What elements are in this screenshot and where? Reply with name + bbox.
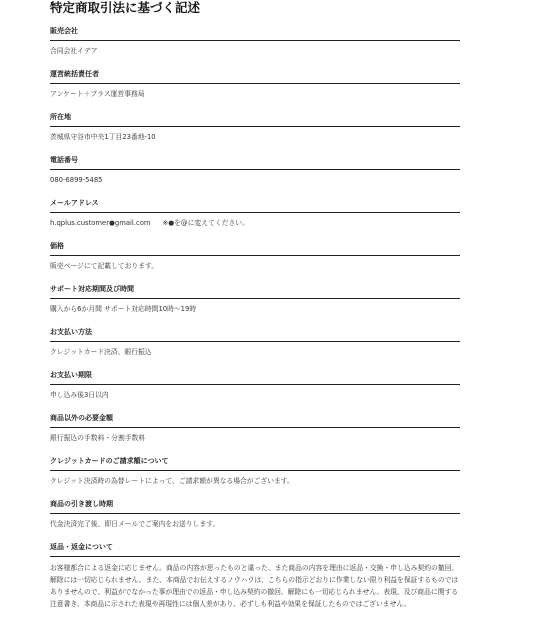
section-value: 申し込み後3日以内 bbox=[50, 391, 109, 399]
section-label: 商品以外の必要金額 bbox=[50, 414, 113, 422]
page-title: 特定商取引法に基づく記述 bbox=[50, 0, 201, 15]
section-value: 購入から6か月間 サポート対応時間10時〜19時 bbox=[50, 305, 197, 313]
section-email bbox=[50, 187, 460, 230]
section-value: アンケート＋プラス運営事務局 bbox=[50, 90, 145, 98]
section-label: 価格 bbox=[50, 242, 64, 250]
section-label: お支払い期限 bbox=[50, 371, 92, 379]
section-phone bbox=[50, 144, 460, 187]
section-value: クレジット決済時の為替レートによって、ご請求額が異なる場合がございます。 bbox=[50, 477, 294, 485]
section-label: 返品・返金について bbox=[50, 543, 113, 551]
section-payment-method bbox=[50, 316, 460, 359]
section-returns bbox=[50, 531, 460, 612]
section-label: クレジットカードのご請求額について bbox=[50, 457, 169, 465]
section-label: 電話番号 bbox=[50, 156, 78, 164]
section-value: お客様都合による返金に応じません。商品の内容が思ったものと違った、また商品の内容を理由に返品・交換・申し込み契約の撤回、解除には一切応じられません。また、本商品でお伝えするノウハウは、こちらの指示どおりに作業しない限り利益を保証するものではありませんので、利益がでなかった事が理由での返品・申し込み契約の撤回、解除にも一切応じられません。表現、及び商品に関する注意書き、本商品に示された表現や再現性には個人差があり、必ずしも利益や効果を保証したものではございません。 bbox=[50, 564, 459, 608]
section-value: 茨城県守谷市中央1丁目23番地-10 bbox=[50, 133, 156, 141]
section-seller bbox=[50, 15, 460, 58]
section-label: 運営統括責任者 bbox=[50, 70, 99, 78]
section-payment-deadline bbox=[50, 359, 460, 402]
email-note: ※●を@に変えてください。 bbox=[162, 219, 249, 227]
section-delivery bbox=[50, 488, 460, 531]
section-extra-fees bbox=[50, 402, 460, 445]
section-support bbox=[50, 273, 460, 316]
legal-notice-page bbox=[50, 0, 460, 612]
section-value: 販売ページにて記載しております。 bbox=[50, 262, 159, 270]
section-label: 商品の引き渡し時期 bbox=[50, 500, 113, 508]
section-label: お支払い方法 bbox=[50, 328, 92, 336]
section-label: 所在地 bbox=[50, 113, 71, 121]
section-label: サポート対応期間及び時間 bbox=[50, 285, 134, 293]
section-value bbox=[50, 213, 460, 230]
section-credit-card bbox=[50, 445, 460, 488]
section-value: 合同会社イデア bbox=[50, 47, 98, 55]
section-manager bbox=[50, 58, 460, 101]
section-value: 080-6899-5485 bbox=[50, 176, 103, 184]
section-value: クレジットカード決済、銀行振込 bbox=[50, 348, 152, 356]
section-value: 銀行振込の手数料・分割手数料 bbox=[50, 434, 146, 442]
section-label: メールアドレス bbox=[50, 199, 99, 207]
section-label: 販売会社 bbox=[50, 27, 78, 35]
section-price bbox=[50, 230, 460, 273]
section-value: 代金決済完了後、即日メールでご案内をお送りします。 bbox=[50, 520, 220, 528]
email-address: h.qplus.customer●gmail.com bbox=[50, 219, 151, 227]
section-address bbox=[50, 101, 460, 144]
